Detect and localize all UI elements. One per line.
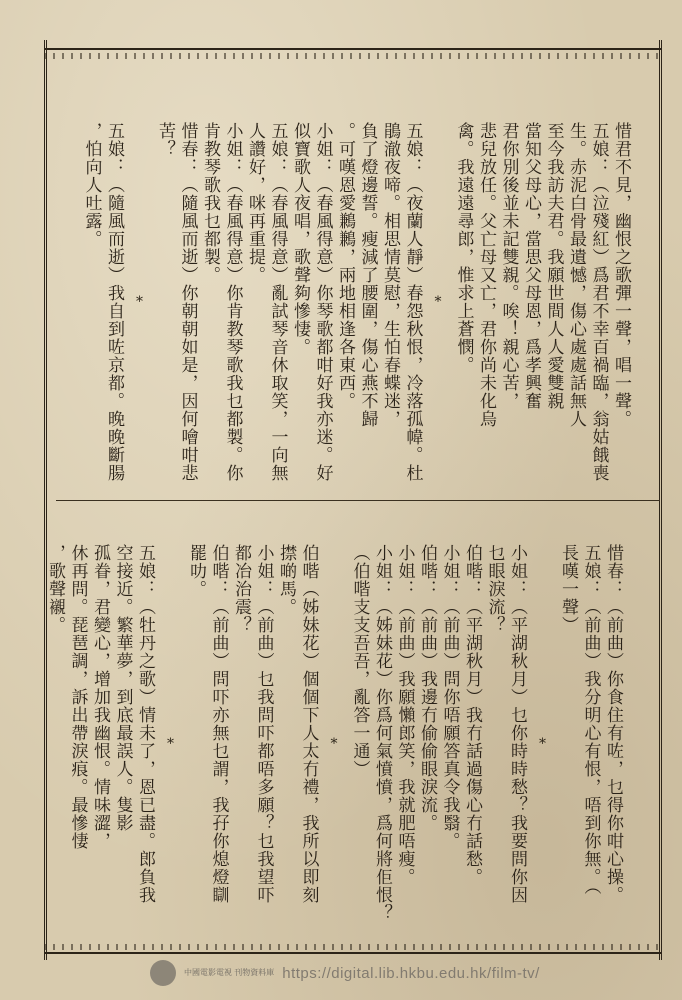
text-line: 惜君不見，幽恨之歌彈一聲，唱一聲。 bbox=[611, 122, 631, 428]
text-line: 五娘：（泣殘紅）爲君不幸百禍臨，翁姑餓喪 bbox=[588, 122, 609, 482]
text-line: 小姐：（前曲）我願懶郎笑，我就肥唔瘦。 bbox=[394, 544, 415, 886]
text-line: 伯喈：（平湖秋月）我冇話過傷心冇話愁。 bbox=[462, 544, 482, 886]
text-line: 伯喈：（前曲）問吓亦無乜謂，我孖你熄燈瞓 bbox=[208, 544, 229, 904]
asterisk-divider: * bbox=[534, 735, 551, 753]
text-line: 伯喈（姊妹花）個個下人太冇禮，我所以即刻 bbox=[298, 544, 319, 904]
text-line: 伯喈：（前曲）我邊冇偷偷眼淚流。 bbox=[417, 544, 437, 832]
text-line: 小姐：（前曲）問你唔願答真令我翳。 bbox=[439, 544, 460, 850]
text-line: 㩒啲馬。 bbox=[276, 544, 296, 616]
text-line: 休再問。琵琶調，訴出帶淚痕。最慘悽 bbox=[67, 544, 88, 850]
text-line: 五娘：（隨風而逝）我自到咗京都。晚晚斷腸 bbox=[104, 122, 124, 482]
text-line: 悲兒放任。父亡母又亡，君你尚未化烏 bbox=[476, 122, 496, 428]
watermark bbox=[150, 958, 570, 988]
text-line: 。可嘆恩愛鶼鶼，兩地相逢各東西。 bbox=[335, 122, 355, 410]
text-line: 鵑澈夜啼。相思情莫慰，生怕春蝶迷， bbox=[380, 122, 400, 428]
text-line: 空接近。繁華夢，到底最誤人。隻影 bbox=[112, 544, 133, 832]
text-line: 君你別後並未記雙親。唉！親心苦， bbox=[498, 122, 519, 410]
text-line: 小姐：（前曲）乜我問吓都唔多願？乜我望吓 bbox=[253, 544, 274, 904]
text-line: 當知父母心，當思父母恩，爲孝興奮 bbox=[521, 122, 541, 410]
top-section-text bbox=[80, 122, 632, 482]
text-line: 小姐：（春風得意）你琴歌都咁好我亦迷。好 bbox=[312, 122, 333, 482]
text-line: 肯教琴歌我乜都製。 bbox=[200, 122, 220, 284]
text-line: 五娘：（牡丹之歌）情未了，恩已盡。郎負我 bbox=[135, 544, 155, 904]
text-line: 五娘：（夜蘭人靜）春怨秋恨，冷落孤幃。杜 bbox=[402, 122, 423, 482]
bottom-section-text bbox=[44, 544, 625, 944]
text-line: （伯喈支支吾吾，亂答一通） bbox=[349, 544, 370, 778]
section-divider bbox=[56, 500, 660, 501]
library-logo-icon bbox=[150, 960, 176, 986]
asterisk-divider: * bbox=[131, 293, 148, 311]
text-line: 小姐：（姊妹花）你爲何氣憤憤，爲何將佢恨？ bbox=[372, 544, 392, 922]
text-line: 小姐：（春風得意）你肯教琴歌我乜都製。你 bbox=[222, 122, 243, 482]
text-line: ，歌聲襯。 bbox=[45, 544, 65, 634]
text-line: 小姐：（平湖秋月）乜你時時愁？我要問你因 bbox=[507, 544, 527, 904]
text-line: ，怕向人吐露。 bbox=[81, 122, 102, 248]
text-line: 生。赤泥白骨最遺憾，傷心處處話無人 bbox=[566, 122, 586, 428]
text-line: 苦？ bbox=[155, 122, 175, 158]
watermark-org: 中國電影電視 刊物資料庫 bbox=[184, 968, 275, 977]
border-bottom bbox=[44, 952, 662, 954]
text-line: 惜春：（前曲）你食住有咗，乜得你咁心操。 bbox=[603, 544, 623, 904]
asterisk-divider: * bbox=[430, 293, 446, 311]
border-top bbox=[44, 48, 662, 50]
text-line: 乜眼淚流？ bbox=[484, 544, 505, 634]
asterisk-divider: * bbox=[326, 735, 342, 753]
text-line: 惜春：（隨風而逝）你朝朝如是，因何噲咁悲 bbox=[177, 122, 198, 482]
text-line: 人讚好，咪再重提。 bbox=[245, 122, 265, 284]
text-line: 似寶歌人夜唱，歌聲夠慘悽。 bbox=[290, 122, 310, 356]
text-line: 五娘：（前曲）我分明心有恨，唔到你無。（ bbox=[580, 544, 601, 896]
text-line: 五娘：（春風得意）亂試琴音休取笑，一向無 bbox=[267, 122, 288, 482]
watermark-url: https://digital.lib.hkbu.edu.hk/film-tv/ bbox=[282, 964, 540, 982]
text-line: 禽。我遠遠尋郎，惟求上蒼憫。 bbox=[453, 122, 474, 374]
asterisk-divider: * bbox=[162, 735, 179, 753]
text-line: 至今我訪夫君。我願世間人人愛雙親 bbox=[543, 122, 564, 410]
text-line: 都冶治震？ bbox=[231, 544, 251, 634]
text-line: 長嘆一聲） bbox=[558, 544, 578, 634]
text-line: 負了燈邊誓。瘦減了腰圍，傷心燕不歸 bbox=[357, 122, 378, 428]
text-line: 孤眷，君變心，增加我幽恨。情味澀， bbox=[90, 544, 110, 850]
text-line: 罷叻。 bbox=[186, 544, 206, 598]
